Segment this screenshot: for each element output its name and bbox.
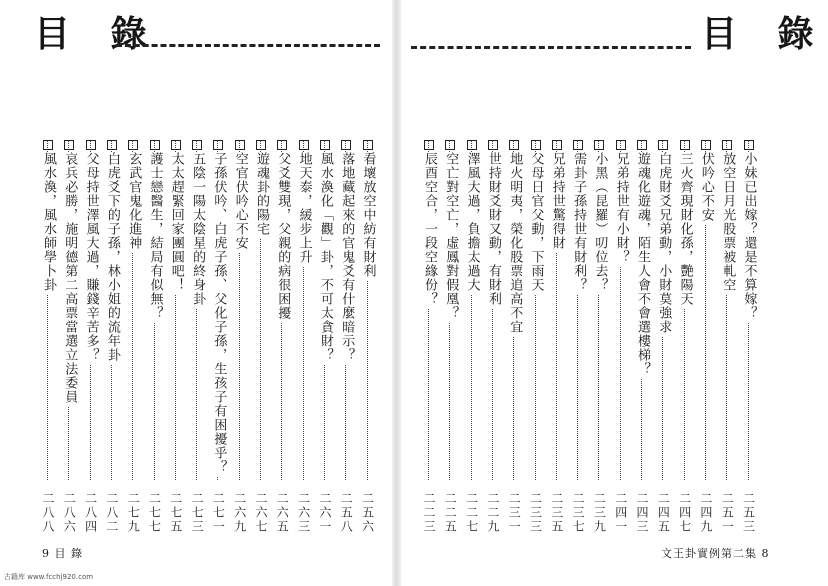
checkbox-icon bbox=[171, 140, 181, 150]
watermark-text: 古籍库 www.fcchj920.com bbox=[4, 573, 94, 581]
toc-entry bbox=[81, 140, 101, 542]
toc-entry-page-number: 二三五 bbox=[549, 492, 564, 534]
toc-entry-page-number: 二三一 bbox=[507, 492, 522, 534]
page-heading-right: 目 錄 bbox=[701, 13, 828, 55]
toc-entry-title: 五陰一陽太陰星的終身卦 bbox=[187, 152, 207, 308]
checkbox-icon bbox=[488, 140, 498, 150]
toc-entry bbox=[526, 140, 546, 542]
toc-entry bbox=[166, 140, 186, 542]
book-gutter bbox=[392, 0, 401, 586]
toc-entry bbox=[440, 140, 460, 542]
toc-entry bbox=[696, 140, 716, 542]
checkbox-icon bbox=[150, 140, 160, 150]
toc-entry bbox=[251, 140, 271, 542]
toc-entry-title: 放空日月光股票被軋空 bbox=[717, 152, 737, 294]
toc-entry-title: 父母持世澤風大過，賺錢辛苦多？ bbox=[81, 152, 101, 364]
toc-entry-page-number: 二八六 bbox=[62, 492, 77, 534]
heading-rule-left bbox=[116, 44, 380, 47]
checkbox-icon bbox=[467, 140, 477, 150]
toc-entry-page-number: 二二七 bbox=[464, 492, 479, 534]
checkbox-icon bbox=[213, 140, 223, 150]
toc-entry bbox=[739, 140, 759, 542]
toc-entry-title: 子孫伏吟、白虎子孫、父化子孫，生孩子有困擾乎？ bbox=[208, 152, 228, 476]
toc-entry bbox=[123, 140, 143, 542]
toc-entry bbox=[504, 140, 524, 542]
checkbox-icon bbox=[256, 140, 266, 150]
toc-entry-title: 兄弟持世有小財？ bbox=[611, 152, 631, 266]
toc-entry bbox=[589, 140, 609, 542]
checkbox-icon bbox=[680, 140, 690, 150]
checkbox-icon bbox=[299, 140, 309, 150]
toc-entry-page-number: 二三七 bbox=[571, 492, 586, 534]
toc-entry bbox=[315, 140, 335, 542]
checkbox-icon bbox=[128, 140, 138, 150]
toc-entry-title: 需卦子孫持世有財利？ bbox=[568, 152, 588, 294]
toc-entry bbox=[187, 140, 207, 542]
toc-entry bbox=[419, 140, 439, 542]
checkbox-icon bbox=[531, 140, 541, 150]
toc-entry-page-number: 二四五 bbox=[656, 492, 671, 534]
toc-entry bbox=[145, 140, 165, 542]
toc-list-left bbox=[38, 140, 378, 542]
toc-entry-title: 太太趕緊回家團圓吧！ bbox=[166, 152, 186, 294]
toc-entry-title: 父爻雙現，父親的病很困擾 bbox=[272, 152, 292, 322]
checkbox-icon bbox=[573, 140, 583, 150]
toc-entry bbox=[38, 140, 58, 542]
toc-entry bbox=[632, 140, 652, 542]
toc-entry-title: 白虎爻下的子孫，林小姐的流年卦 bbox=[102, 152, 122, 364]
toc-entry-title: 玄武官鬼化進神 bbox=[123, 152, 143, 252]
toc-entry-title: 三火齊現財化孫，艷陽天 bbox=[675, 152, 695, 308]
toc-entry-title: 風水渙化「觀」卦，不可太貪財？ bbox=[315, 152, 335, 364]
checkbox-icon bbox=[277, 140, 287, 150]
toc-entry-page-number: 二五三 bbox=[741, 492, 756, 534]
toc-entry-title: 小妹已出嫁？還是不算嫁？ bbox=[739, 152, 759, 322]
checkbox-icon bbox=[701, 140, 711, 150]
checkbox-icon bbox=[744, 140, 754, 150]
page-footer-left: 9 目 錄 bbox=[42, 547, 83, 560]
toc-entry-title: 世持財爻財又動，有財利 bbox=[483, 152, 503, 308]
toc-entry bbox=[653, 140, 673, 542]
toc-entry-page-number: 二五八 bbox=[339, 492, 354, 534]
checkbox-icon bbox=[594, 140, 604, 150]
heading-rule-right bbox=[411, 46, 691, 49]
checkbox-icon bbox=[509, 140, 519, 150]
toc-list-right bbox=[419, 140, 759, 542]
checkbox-icon bbox=[320, 140, 330, 150]
toc-entry-title: 澤風大過，負擔太過大 bbox=[462, 152, 482, 294]
page-heading-left: 目 錄 bbox=[34, 13, 161, 55]
checkbox-icon bbox=[445, 140, 455, 150]
toc-entry bbox=[675, 140, 695, 542]
toc-entry-title: 伏吟心不安 bbox=[696, 152, 716, 224]
toc-entry-page-number: 二三三 bbox=[528, 492, 543, 534]
toc-entry-page-number: 二二九 bbox=[485, 492, 500, 534]
checkbox-icon bbox=[341, 140, 351, 150]
toc-entry-page-number: 二七一 bbox=[211, 492, 226, 534]
toc-entry-page-number: 二四七 bbox=[677, 492, 692, 534]
toc-entry-page-number: 二五六 bbox=[360, 492, 375, 534]
checkbox-icon bbox=[363, 140, 373, 150]
toc-entry-title: 護士戀醫生，結局有似無？ bbox=[145, 152, 165, 322]
toc-entry-title: 落地藏起來的官鬼爻有什麼暗示？ bbox=[336, 152, 356, 364]
toc-entry-page-number: 二七九 bbox=[126, 492, 141, 534]
toc-entry bbox=[102, 140, 122, 542]
toc-entry-title: 兄弟持世驚得財 bbox=[547, 152, 567, 252]
toc-entry-title: 辰酉空合，一段空緣份？ bbox=[419, 152, 439, 308]
toc-entry-page-number: 二七三 bbox=[190, 492, 205, 534]
checkbox-icon bbox=[192, 140, 202, 150]
toc-entry-title: 小黑（昆羅）叨位去？ bbox=[589, 152, 609, 294]
toc-entry bbox=[272, 140, 292, 542]
toc-entry-page-number: 二四九 bbox=[698, 492, 713, 534]
toc-entry bbox=[208, 140, 228, 542]
toc-entry bbox=[462, 140, 482, 542]
toc-entry-page-number: 二六九 bbox=[232, 492, 247, 534]
checkbox-icon bbox=[722, 140, 732, 150]
toc-entry bbox=[568, 140, 588, 542]
toc-entry-page-number: 二二五 bbox=[443, 492, 458, 534]
toc-entry-page-number: 二八四 bbox=[83, 492, 98, 534]
toc-entry-page-number: 二六七 bbox=[254, 492, 268, 534]
toc-entry-page-number: 二二三 bbox=[422, 492, 436, 534]
toc-entry-page-number: 二八二 bbox=[104, 492, 119, 534]
toc-entry bbox=[547, 140, 567, 542]
checkbox-icon bbox=[637, 140, 647, 150]
toc-entry bbox=[717, 140, 737, 542]
checkbox-icon bbox=[658, 140, 668, 150]
toc-entry-title: 白虎財爻兄弟動，小財莫強求 bbox=[653, 152, 673, 336]
toc-entry-page-number: 二四三 bbox=[635, 492, 649, 534]
toc-entry-title: 空亡對空亡，虛鳳對假凰？ bbox=[440, 152, 460, 322]
toc-entry bbox=[59, 140, 79, 542]
right-page bbox=[401, 0, 828, 586]
toc-entry bbox=[611, 140, 631, 542]
toc-entry-page-number: 二六一 bbox=[317, 492, 332, 534]
checkbox-icon bbox=[235, 140, 245, 150]
toc-entry bbox=[294, 140, 314, 542]
checkbox-icon bbox=[64, 140, 74, 150]
toc-entry bbox=[230, 140, 250, 542]
checkbox-icon bbox=[43, 140, 53, 150]
checkbox-icon bbox=[616, 140, 626, 150]
page-footer-right: 文王卦實例第二集 8 bbox=[661, 547, 770, 560]
toc-entry-page-number: 二六三 bbox=[296, 492, 311, 534]
toc-entry-title: 空官伏吟心不安 bbox=[230, 152, 250, 252]
toc-entry-page-number: 二四一 bbox=[613, 492, 628, 534]
toc-entry bbox=[336, 140, 356, 542]
checkbox-icon bbox=[107, 140, 117, 150]
toc-entry-page-number: 二七七 bbox=[147, 492, 162, 534]
toc-entry bbox=[483, 140, 503, 542]
toc-entry-page-number: 二三九 bbox=[592, 492, 607, 534]
toc-entry-page-number: 二六五 bbox=[275, 492, 290, 534]
toc-entry-page-number: 二五一 bbox=[720, 492, 735, 534]
left-page bbox=[0, 0, 392, 586]
toc-entry-page-number: 二七五 bbox=[168, 492, 183, 534]
checkbox-icon bbox=[552, 140, 562, 150]
toc-entry-title: 哀兵必勝，施明德第二高票當選立法委員 bbox=[59, 152, 79, 406]
toc-entry bbox=[358, 140, 378, 542]
checkbox-icon bbox=[86, 140, 96, 150]
toc-entry-title: 遊魂卦的陽宅 bbox=[251, 152, 271, 238]
toc-entry-title: 地火明夷，榮化股票追高不宜 bbox=[504, 152, 524, 336]
toc-entry-title: 風水渙，風水師學卜卦 bbox=[38, 152, 58, 294]
toc-entry-title: 地天泰，緩步上升 bbox=[294, 152, 314, 266]
toc-entry-title: 父母日官父動，下雨天 bbox=[526, 152, 546, 294]
toc-entry-title: 遊魂化遊魂，陌生人會不會選樓梯？ bbox=[632, 152, 652, 378]
toc-entry-page-number: 二八八 bbox=[41, 492, 55, 534]
checkbox-icon bbox=[424, 140, 434, 150]
toc-entry-title: 看壞放空中紡有財利 bbox=[358, 152, 378, 280]
